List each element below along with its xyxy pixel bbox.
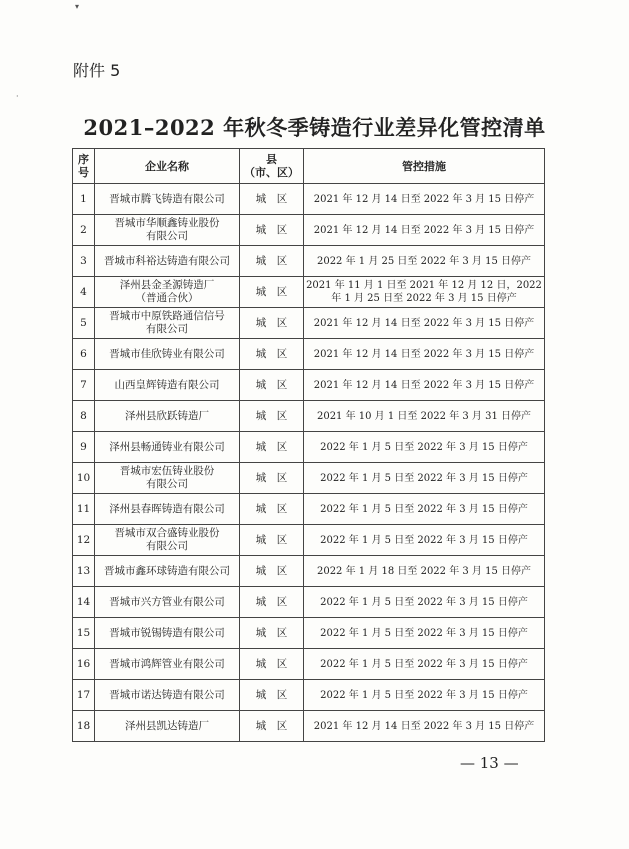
table-row xyxy=(73,711,545,742)
table-row xyxy=(73,618,545,649)
table-row xyxy=(73,184,545,215)
header-county-text: 县 （市、区） xyxy=(244,153,299,179)
cell-county-text: 城 区 xyxy=(255,223,288,236)
cell-measure xyxy=(304,463,545,494)
table-row xyxy=(73,277,545,308)
cell-measure xyxy=(304,246,545,277)
cell-no xyxy=(73,587,95,618)
table-row xyxy=(73,494,545,525)
table-row xyxy=(73,556,545,587)
cell-no-text: 7 xyxy=(80,378,87,391)
cell-no xyxy=(73,215,95,246)
cell-no xyxy=(73,277,95,308)
cell-company-name-text: 晋城市腾飞铸造有限公司 xyxy=(109,192,225,205)
cell-no xyxy=(73,649,95,680)
cell-measure xyxy=(304,184,545,215)
cell-county-text: 城 区 xyxy=(255,564,288,577)
table-header-row xyxy=(73,149,545,184)
cell-county-text: 城 区 xyxy=(255,533,288,546)
cell-measure-text: 2022 年 1 月 18 日至 2022 年 3 月 15 日停产 xyxy=(316,565,532,577)
cell-county xyxy=(240,432,304,463)
cell-company-name xyxy=(95,277,240,308)
cell-no xyxy=(73,556,95,587)
cell-measure-text: 2021 年 11 月 1 日至 2021 年 12 月 12 日，2022 年 1 月 25 日至 2022 年 3 月 15 日停产 xyxy=(306,280,542,304)
attachment-label: 附件 5 xyxy=(73,61,121,80)
cell-measure-text: 2022 年 1 月 5 日至 2022 年 3 月 15 日停产 xyxy=(320,689,528,701)
cell-company-name-text: 泽州县金圣源铸造厂 （普通合伙） xyxy=(119,279,215,304)
table-row xyxy=(73,432,545,463)
scan-mark: · xyxy=(16,92,19,101)
cell-measure xyxy=(304,432,545,463)
cell-company-name-text: 泽州县欣跃铸造厂 xyxy=(125,409,209,422)
page-number: — 13 — xyxy=(460,754,519,772)
header-measure: 管控措施 xyxy=(304,149,545,184)
cell-county-text: 城 区 xyxy=(255,347,288,360)
cell-no-text: 13 xyxy=(76,564,91,577)
cell-company-name-text: 晋城市宏伍铸业股份 有限公司 xyxy=(119,465,215,490)
cell-company-name xyxy=(95,339,240,370)
cell-county xyxy=(240,401,304,432)
cell-measure-text: 2022 年 1 月 5 日至 2022 年 3 月 15 日停产 xyxy=(320,534,528,546)
cell-measure xyxy=(304,277,545,308)
cell-company-name xyxy=(95,587,240,618)
cell-no-text: 2 xyxy=(80,223,87,236)
cell-county xyxy=(240,339,304,370)
table-row xyxy=(73,680,545,711)
cell-county-text: 城 区 xyxy=(255,440,288,453)
cell-county xyxy=(240,618,304,649)
table-row xyxy=(73,246,545,277)
cell-company-name xyxy=(95,711,240,742)
cell-no-text: 14 xyxy=(76,595,91,608)
cell-no-text: 17 xyxy=(76,688,91,701)
cell-no-text: 16 xyxy=(76,657,91,670)
table-row xyxy=(73,339,545,370)
cell-county xyxy=(240,277,304,308)
cell-county xyxy=(240,463,304,494)
cell-company-name-text: 晋城市锐锡铸造有限公司 xyxy=(109,626,225,639)
cell-measure xyxy=(304,618,545,649)
cell-measure xyxy=(304,308,545,339)
cell-no xyxy=(73,401,95,432)
cell-no-text: 9 xyxy=(80,440,87,453)
cell-company-name xyxy=(95,370,240,401)
cell-measure xyxy=(304,525,545,556)
cell-no xyxy=(73,246,95,277)
cell-measure xyxy=(304,649,545,680)
cell-county-text: 城 区 xyxy=(255,285,288,298)
cell-no xyxy=(73,711,95,742)
cell-county xyxy=(240,184,304,215)
cell-county xyxy=(240,370,304,401)
cell-measure-text: 2022 年 1 月 5 日至 2022 年 3 月 15 日停产 xyxy=(320,503,528,515)
cell-county xyxy=(240,680,304,711)
cell-county-text: 城 区 xyxy=(255,254,288,267)
cell-company-name xyxy=(95,463,240,494)
cell-measure-text: 2022 年 1 月 5 日至 2022 年 3 月 15 日停产 xyxy=(320,658,528,670)
cell-county-text: 城 区 xyxy=(255,626,288,639)
cell-measure xyxy=(304,587,545,618)
cell-company-name-text: 晋城市双合盛铸业股份 有限公司 xyxy=(114,527,220,552)
cell-county xyxy=(240,308,304,339)
cell-company-name-text: 晋城市中原铁路通信信号 有限公司 xyxy=(109,310,225,335)
table-row xyxy=(73,587,545,618)
table-row xyxy=(73,215,545,246)
cell-company-name xyxy=(95,432,240,463)
cell-no-text: 4 xyxy=(80,285,87,298)
cell-no-text: 10 xyxy=(76,471,91,484)
cell-no-text: 11 xyxy=(76,502,91,515)
cell-no xyxy=(73,370,95,401)
cell-company-name-text: 泽州县畅通铸业有限公司 xyxy=(109,440,225,453)
table-row xyxy=(73,308,545,339)
cell-no xyxy=(73,432,95,463)
cell-county-text: 城 区 xyxy=(255,192,288,205)
cell-county xyxy=(240,525,304,556)
cell-measure xyxy=(304,339,545,370)
cell-measure-text: 2021 年 12 月 14 日至 2022 年 3 月 15 日停产 xyxy=(313,317,535,329)
cell-company-name-text: 晋城市兴方管业有限公司 xyxy=(109,595,225,608)
header-no-text: 序 号 xyxy=(78,153,89,179)
cell-company-name xyxy=(95,556,240,587)
cell-county xyxy=(240,556,304,587)
cell-company-name xyxy=(95,680,240,711)
table-row xyxy=(73,401,545,432)
cell-no xyxy=(73,463,95,494)
cell-measure-text: 2021 年 12 月 14 日至 2022 年 3 月 15 日停产 xyxy=(313,348,535,360)
page-title: 2021–2022 年秋冬季铸造行业差异化管控清单 xyxy=(83,115,546,140)
cell-company-name-text: 山西皇辉铸造有限公司 xyxy=(114,378,220,391)
cell-company-name-text: 晋城市科裕达铸造有限公司 xyxy=(104,254,230,267)
cell-measure-text: 2022 年 1 月 25 日至 2022 年 3 月 15 日停产 xyxy=(316,255,532,267)
cell-county xyxy=(240,711,304,742)
cell-county-text: 城 区 xyxy=(255,471,288,484)
cell-measure xyxy=(304,215,545,246)
header-name: 企业名称 xyxy=(95,149,240,184)
cell-company-name-text: 晋城市诺达铸造有限公司 xyxy=(109,688,225,701)
cell-measure-text: 2021 年 12 月 14 日至 2022 年 3 月 15 日停产 xyxy=(313,193,535,205)
cell-measure-text: 2022 年 1 月 5 日至 2022 年 3 月 15 日停产 xyxy=(320,627,528,639)
cell-no xyxy=(73,680,95,711)
cell-measure xyxy=(304,556,545,587)
cell-county xyxy=(240,246,304,277)
cell-no xyxy=(73,618,95,649)
cell-measure xyxy=(304,370,545,401)
cell-county-text: 城 区 xyxy=(255,409,288,422)
cell-no xyxy=(73,494,95,525)
cell-county xyxy=(240,494,304,525)
cell-no xyxy=(73,184,95,215)
cell-company-name xyxy=(95,308,240,339)
cell-company-name-text: 晋城市华顺鑫铸业股份 有限公司 xyxy=(114,217,220,242)
cell-no-text: 12 xyxy=(76,533,91,546)
cell-company-name xyxy=(95,184,240,215)
cell-county-text: 城 区 xyxy=(255,688,288,701)
cell-no-text: 15 xyxy=(76,626,91,639)
cell-company-name-text: 泽州县凯达铸造厂 xyxy=(125,719,209,732)
cell-no xyxy=(73,525,95,556)
cell-measure-text: 2022 年 1 月 5 日至 2022 年 3 月 15 日停产 xyxy=(320,441,528,453)
table-row xyxy=(73,525,545,556)
cell-no-text: 3 xyxy=(80,254,87,267)
cell-no-text: 18 xyxy=(76,719,91,732)
cell-county xyxy=(240,587,304,618)
table-row xyxy=(73,370,545,401)
cell-no-text: 1 xyxy=(80,192,87,205)
cell-no-text: 5 xyxy=(80,316,87,329)
cell-measure xyxy=(304,711,545,742)
cell-measure-text: 2021 年 10 月 1 日至 2022 年 3 月 31 日停产 xyxy=(316,410,532,422)
cell-no xyxy=(73,339,95,370)
cell-county-text: 城 区 xyxy=(255,502,288,515)
cell-county-text: 城 区 xyxy=(255,595,288,608)
table-row xyxy=(73,649,545,680)
cell-county xyxy=(240,649,304,680)
cell-company-name-text: 晋城市鑫环球铸造有限公司 xyxy=(104,564,230,577)
cell-measure xyxy=(304,494,545,525)
cell-measure-text: 2022 年 1 月 5 日至 2022 年 3 月 15 日停产 xyxy=(320,472,528,484)
cell-company-name-text: 泽州县春晖铸造有限公司 xyxy=(109,502,225,515)
header-no xyxy=(73,149,95,184)
cell-county-text: 城 区 xyxy=(255,719,288,732)
table-row xyxy=(73,463,545,494)
cell-company-name xyxy=(95,401,240,432)
cell-measure xyxy=(304,401,545,432)
cell-company-name xyxy=(95,525,240,556)
cell-measure-text: 2021 年 12 月 14 日至 2022 年 3 月 15 日停产 xyxy=(313,720,535,732)
cell-county xyxy=(240,215,304,246)
cell-measure xyxy=(304,680,545,711)
cell-no-text: 8 xyxy=(80,409,87,422)
cell-measure-text: 2022 年 1 月 5 日至 2022 年 3 月 15 日停产 xyxy=(320,596,528,608)
cell-company-name-text: 晋城市鸿辉管业有限公司 xyxy=(109,657,225,670)
control-list-table xyxy=(72,148,545,742)
cell-company-name xyxy=(95,494,240,525)
cell-company-name xyxy=(95,215,240,246)
cell-county-text: 城 区 xyxy=(255,378,288,391)
header-county xyxy=(240,149,304,184)
cell-company-name-text: 晋城市佳欣铸业有限公司 xyxy=(109,347,225,360)
cell-measure-text: 2021 年 12 月 14 日至 2022 年 3 月 15 日停产 xyxy=(313,379,535,391)
cell-county-text: 城 区 xyxy=(255,657,288,670)
cell-county-text: 城 区 xyxy=(255,316,288,329)
cell-company-name xyxy=(95,649,240,680)
cell-company-name xyxy=(95,618,240,649)
cell-no xyxy=(73,308,95,339)
cell-no-text: 6 xyxy=(80,347,87,360)
scan-mark: ▾ xyxy=(75,2,80,11)
cell-company-name xyxy=(95,246,240,277)
cell-measure-text: 2021 年 12 月 14 日至 2022 年 3 月 15 日停产 xyxy=(313,224,535,236)
